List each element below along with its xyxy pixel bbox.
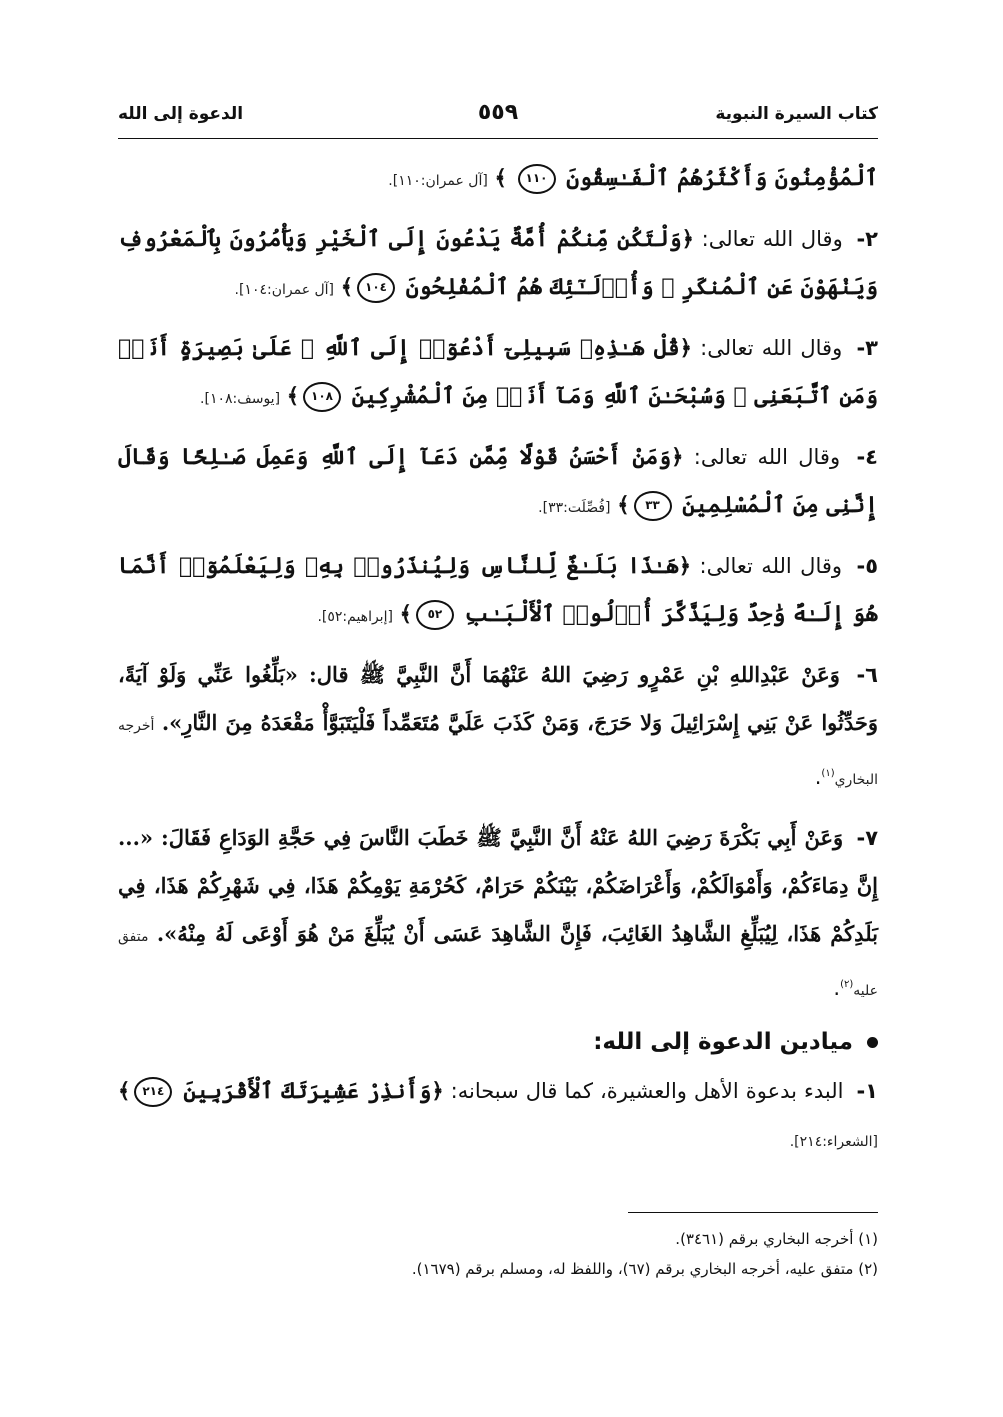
sentence-end: . xyxy=(814,765,822,789)
ayah-number-marker: ١٠٨ xyxy=(303,382,341,412)
quran-brace-close: ﴾ xyxy=(340,274,354,299)
hadith-text: وَعَنْ عَبْدِاللهِ بْنِ عَمْرٍو رَضِيَ اللهُ عَنْهُمَا أَنَّ النَّبِيَّ ﷺ قال: «بَلِّغُوا عَنِّي وَلَوْ آيَةً، وَحَدِّثُوا عَنْ بَنِي إِسْرَائِيلَ وَلا حَرَجَ، وَمَنْ كَذَبَ عَلَيَّ مُتَعَمِّداً فَلْيَتَبَوَّأْ مَقْعَدَهُ مِنَ النَّارِ». xyxy=(118,662,878,735)
quran-verse: وَأَنذِرْ عَشِيرَتَكَ ٱلْأَقْرَبِينَ xyxy=(183,1078,432,1104)
section-item-1 xyxy=(118,1067,878,1166)
item-number: ٣- xyxy=(856,336,878,360)
quran-brace-close: ﴾ xyxy=(494,165,507,190)
verse-reference: [آل عمران:١٠٤]. xyxy=(234,282,335,298)
quran-brace-close: ﴾ xyxy=(617,492,630,517)
bullet-icon xyxy=(867,1037,878,1048)
quran-brace-open: ﴿ xyxy=(671,444,684,469)
ayah-number-marker: ١٠٤ xyxy=(357,273,395,303)
ayah-number-marker: ٣٣ xyxy=(634,491,672,521)
verse-reference: [إبراهيم:٥٢]. xyxy=(317,609,393,625)
page-header xyxy=(118,96,878,136)
page-number: ٥٥٩ xyxy=(477,100,519,125)
intro-text: وقال الله تعالى: xyxy=(699,554,843,578)
quran-brace-open: ﴿ xyxy=(681,226,694,251)
intro-text: وقال الله تعالى: xyxy=(701,227,843,251)
footnotes xyxy=(118,1224,878,1284)
ayah-number-marker: ١١٠ xyxy=(518,164,556,194)
quran-verse: قُلْ هَـٰذِهِۦ سَبِيلِىٓ أَدْعُوٓا۟ إِلَى ٱللَّهِ ۚ عَلَىٰ بَصِيرَةٍ أَنَا۠ وَمَنِ ٱتَّبَعَنِى ۖ وَسُبْحَـٰنَ ٱللَّهِ وَمَآ أَنَا۠ مِنَ ٱلْمُشْرِكِينَ xyxy=(118,335,878,409)
footnote-divider xyxy=(628,1212,878,1213)
verse-reference: [فُصِّلَت:٣٣]. xyxy=(538,500,611,516)
section-heading xyxy=(118,1029,878,1055)
hadith-text: وَعَنْ أَبِي بَكْرَةَ رَضِيَ اللهُ عَنْهُ أَنَّ النَّبِيَّ ﷺ خَطَبَ النَّاسَ فِي حَجَّةِ الوَدَاعِ فَقَالَ: «... إِنَّ دِمَاءَكُمْ، وَأَمْوَالَكُمْ، وَأَعْرَاضَكُمْ، بَيْنَكُمْ حَرَامٌ، كَحُرْمَةِ يَوْمِكُمْ هَذَا، فِي شَهْرِكُمْ هَذَا، فِي بَلَدِكُمْ هَذَا، لِيُبَلِّغِ الشَّاهِدُ الغَائِبَ، فَإِنَّ الشَّاهِدَ عَسَى أَنْ يُبَلِّغَ مَنْ هُوَ أَوْعَى لَهُ مِنْهُ». xyxy=(118,825,878,946)
ayah-number-marker: ٥٢ xyxy=(416,600,454,630)
footnote-marker[interactable]: (٢) xyxy=(840,979,854,990)
paragraph-4 xyxy=(118,433,878,532)
item-number: ٤- xyxy=(856,445,878,469)
footnote-1: (١) أخرجه البخاري برقم (٣٤٦١). xyxy=(675,1230,878,1248)
ayah-number-marker: ٢١٤ xyxy=(134,1077,172,1107)
quran-brace-open: ﴿ xyxy=(678,553,692,578)
item-number: ٢- xyxy=(856,227,878,251)
item-number: ٧- xyxy=(856,826,879,850)
book-title: كتاب السيرة النبوية xyxy=(715,104,878,124)
quran-verse: وَلْتَكُن مِّنكُمْ أُمَّةٌ يَدْعُونَ إِلَى ٱلْخَيْرِ وَيَأْمُرُونَ بِٱلْمَعْرُوفِ وَيَنْهَوْنَ عَنِ ٱلْمُنكَرِ ۚ وَأُو۟لَـٰٓئِكَ هُمُ ٱلْمُفْلِحُونَ xyxy=(118,226,878,300)
item-number: ٦- xyxy=(856,663,878,687)
intro-text: وقال الله تعالى: xyxy=(693,445,841,469)
quran-brace-open: ﴿ xyxy=(679,335,692,360)
hadith-source: متفق عليه xyxy=(118,929,878,999)
paragraph-7 xyxy=(118,814,878,1015)
quran-brace-close: ﴾ xyxy=(399,601,412,626)
intro-text: وقال الله تعالى: xyxy=(700,336,843,360)
verse-reference: [الشعراء:٢١٤]. xyxy=(789,1134,878,1150)
sentence-end: . xyxy=(833,976,841,1000)
item-number: ١- xyxy=(856,1079,878,1103)
quran-verse: وَمَنْ أَحْسَنُ قَوْلًا مِّمَّن دَعَآ إِلَى ٱللَّهِ وَعَمِلَ صَـٰلِحًا وَقَالَ إِنَّنِى مِنَ ٱلْمُسْلِمِينَ xyxy=(118,444,878,518)
paragraph-3 xyxy=(118,324,878,423)
quran-brace-close: ﴾ xyxy=(286,383,300,408)
footnote-marker[interactable]: (١) xyxy=(821,768,835,779)
paragraph-6 xyxy=(118,651,878,804)
paragraph-2 xyxy=(118,215,878,314)
quran-brace-close: ﴾ xyxy=(118,1078,131,1103)
item-number: ٥- xyxy=(856,554,879,578)
book-page xyxy=(118,96,878,1326)
section-heading-text: ميادين الدعوة إلى الله: xyxy=(593,1029,853,1055)
quran-verse: هَـٰذَا بَلَـٰغٌ لِّلنَّاسِ وَلِيُنذَرُوا۟ بِهِۦ وَلِيَعْلَمُوٓا۟ أَنَّمَا هُوَ إِلَـٰهٌ وَٰحِدٌ وَلِيَذَّكَّرَ أُو۟لُوا۟ ٱلْأَلْبَـٰبِ xyxy=(118,553,878,627)
hadith-source: أخرجه البخاري xyxy=(118,718,878,788)
quran-brace-open: ﴿ xyxy=(431,1078,444,1103)
intro-text: البدء بدعوة الأهل والعشيرة، كما قال سبحانه: xyxy=(450,1079,844,1103)
chapter-title: الدعوة إلى الله xyxy=(118,104,244,124)
paragraph-5 xyxy=(118,542,878,641)
verse-reference: [يوسف:١٠٨]. xyxy=(200,391,281,407)
header-divider xyxy=(118,138,878,139)
footnote-2: (٢) متفق عليه، أخرجه البخاري برقم (٦٧)، واللفظ له، ومسلم برقم (١٦٧٩). xyxy=(411,1260,878,1278)
paragraph-continuation xyxy=(118,154,878,205)
quran-verse: ٱلْمُؤْمِنُونَ وَأَكْثَرُهُمُ ٱلْفَـٰسِقُونَ xyxy=(566,165,878,191)
verse-reference: [آل عمران:١١٠]. xyxy=(388,173,488,189)
page-body xyxy=(118,154,878,1176)
